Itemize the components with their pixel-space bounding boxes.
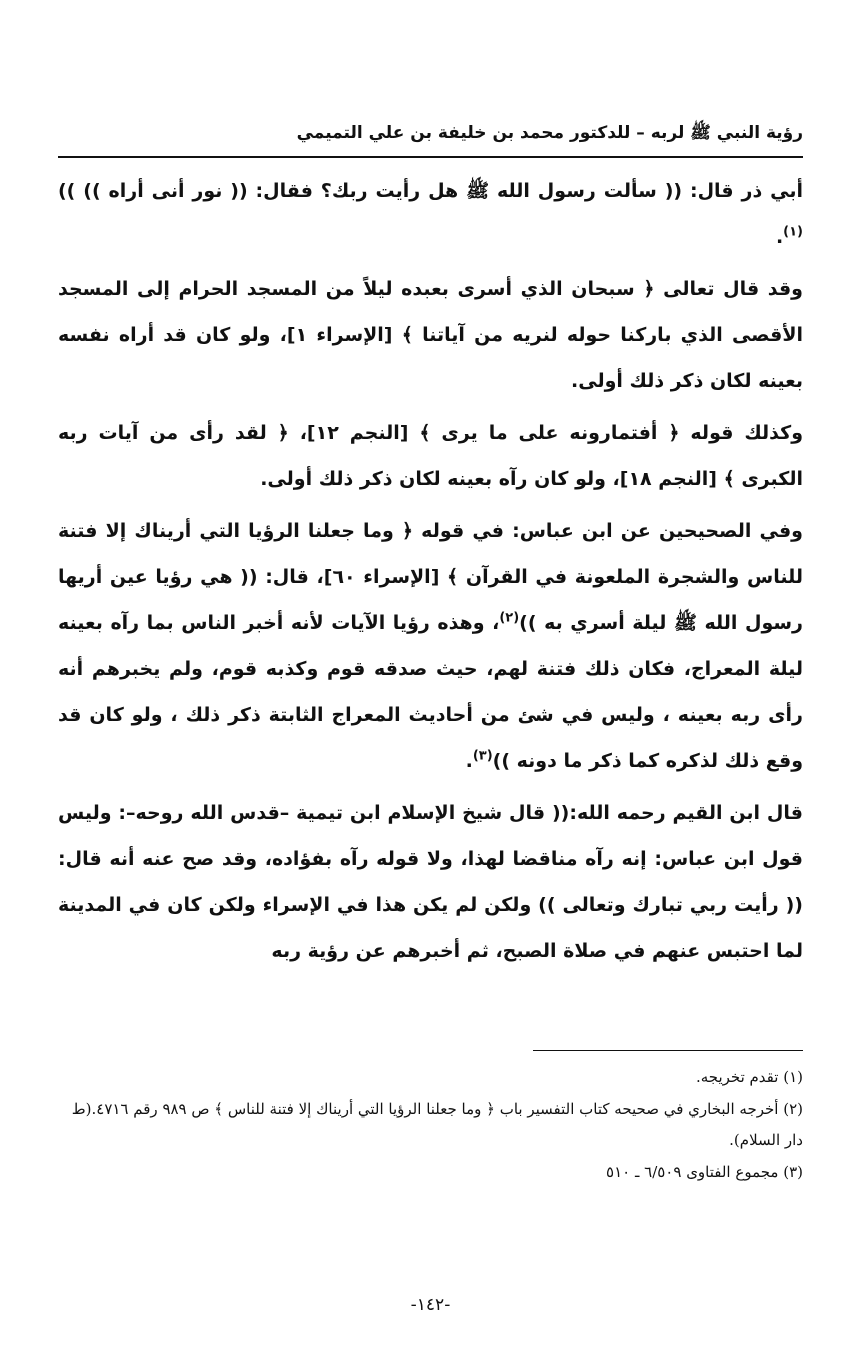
paragraph: وكذلك قوله ﴿ أفتمارونه على ما يرى ﴾ [النجم ١٢]، ﴿ لقد رأى من آيات ربه الكبرى ﴾ [النجم ١٨]، ولو كان رآه بعينه لكان ذكر ذلك أولى.: [58, 422, 804, 490]
footnote-ref: (٢): [499, 610, 520, 626]
footnotes: [58, 1062, 803, 1189]
running-header: رؤية النبي ﷺ لربه – للدكتور محمد بن خليفة بن علي التميمي: [58, 112, 803, 158]
footnote: (٢) أخرجه البخاري في صحيحه كتاب التفسير باب ﴿ وما جعلنا الرؤيا التي أريناك إلا فتنة للناس ﴾ ص ٩٨٩ رقم ٤٧١٦.(ط دار السلام).: [71, 1100, 803, 1149]
footnote-ref: (٣): [472, 748, 493, 764]
paragraph-text: ، وهذه رؤيا الآيات لأنه أخبر الناس بما رآه بعينه ليلة المعراج، فكان ذلك فتنة لهم، حيث صدقه قوم وكذبه قوم، ولم يخبرهم أنه رأى ربه بعينه ، وليس في شئ من أحاديث المعراج الثابتة ذكر ذلك ، ولو كان قد وقع ذلك لذكره كما ذكر ما دونه )): [58, 612, 803, 772]
footnote: (١) تقدم تخريجه.: [695, 1068, 803, 1086]
paragraph: قال ابن القيم رحمه الله:(( قال شيخ الإسلام ابن تيمية –قدس الله روحه–: وليس قول ابن عباس: إنه رآه مناقضا لهذا، ولا قوله رآه بفؤاده، وقد صح عنه أنه قال: (( رأيت ربي تبارك وتعالى )) ولكن لم يكن هذا في الإسراء ولكن كان في المدينة لما احتبس عنهم في صلاة الصبح، ثم أخبرهم عن رؤية ربه: [58, 802, 803, 962]
footnote: (٣) مجموع الفتاوى ٦/٥٠٩ ـ ٥١٠: [606, 1163, 803, 1181]
paragraph: وفي الصحيحين عن ابن عباس: في قوله ﴿ وما جعلنا الرؤيا التي أريناك إلا فتنة للناس والشجرة الملعونة في القرآن ﴾ [الإسراء ٦٠]، قال: (( هي رؤيا عين أريها رسول الله ﷺ ليلة أسري به ))$^{(٢)}$، وهذه رؤيا الآيات لأنه أخبر الناس بما رآه بعينه ليلة المعراج، فكان ذلك فتنة لهم، حيث صدقه قوم وكذبه قوم، ولم يخبرهم أنه رأى ربه بعينه ، وليس في شئ من أحاديث المعراج الثابتة ذكر ذلك ، ولو كان قد وقع ذلك لذكره كما ذكر ما دونه ))$^{(٣)}$.: [58, 520, 803, 772]
paragraph: أبي ذر قال: (( سألت رسول الله ﷺ هل رأيت ربك؟ فقال: (( نور أنى أراه )) ))$^{(١)}$.: [58, 180, 803, 248]
paragraph: وقد قال تعالى ﴿ سبحان الذي أسرى بعبده ليلاً من المسجد الحرام إلى المسجد الأقصى الذي باركنا حوله لنريه من آياتنا ﴾ [الإسراء ١]، ولو كان قد أراه نفسه بعينه لكان ذكر ذلك أولى.: [58, 278, 803, 392]
page-number: -١٤٢-: [410, 1295, 451, 1315]
paragraph-text: أبي ذر قال: (( سألت رسول الله ﷺ هل رأيت ربك؟ فقال: (( نور أنى أراه )) )): [58, 180, 803, 202]
footnote-ref: (١): [783, 224, 803, 240]
body-text: [58, 168, 803, 980]
paragraph-text: وفي الصحيحين عن ابن عباس: في قوله ﴿ وما جعلنا الرؤيا التي أريناك إلا فتنة للناس والشجرة الملعونة في القرآن ﴾ [الإسراء ٦٠]، قال: (( هي رؤيا عين أريها رسول الله ﷺ ليلة أسري به )): [58, 520, 803, 634]
footnote-separator: [533, 1050, 803, 1051]
